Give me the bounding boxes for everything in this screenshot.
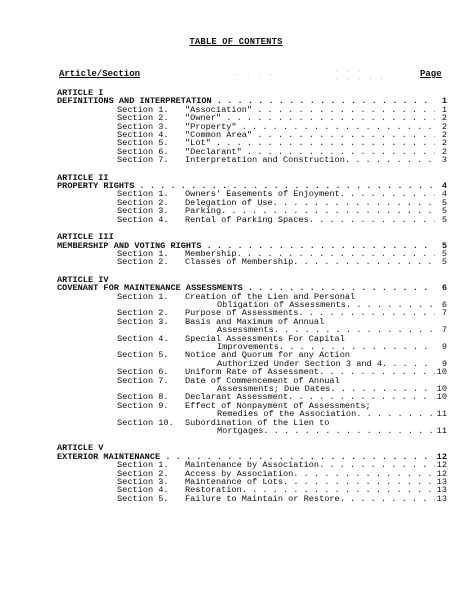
- section-title-continuation: Authorized Under Section 3 and 4. . . .: [217, 360, 435, 368]
- page-number: 2: [441, 146, 447, 157]
- section-number: Section 4.: [117, 214, 169, 225]
- page-number: 1: [441, 104, 447, 115]
- page-number: 11: [436, 409, 447, 420]
- section-number: Section 3.: [117, 121, 169, 132]
- section-title: Creation of the Lien and Personal: [185, 291, 356, 302]
- section-row: [57, 131, 447, 139]
- page-number: 6: [441, 299, 447, 310]
- section-title: Purpose of Assessments. . . .: [185, 309, 435, 317]
- section-row: [57, 250, 447, 258]
- page-number: 10: [436, 384, 447, 394]
- section-number: Section 5.: [117, 350, 169, 361]
- column-header-article-section: Article/Section: [59, 69, 141, 79]
- section-row: [57, 293, 447, 301]
- article-title: COVENANT FOR MAINTENANCE ASSESSMENTS . . .: [57, 284, 435, 292]
- section-number: Section 6.: [117, 146, 169, 157]
- section-number: Section 7.: [117, 375, 169, 386]
- section-row: [57, 402, 447, 410]
- page-number: 13: [436, 485, 447, 496]
- section-number: Section 9.: [117, 400, 169, 411]
- section-title: "Common Area" . . .: [185, 131, 435, 139]
- section-number: Section 4.: [117, 333, 169, 344]
- page-number: 9: [441, 341, 447, 352]
- section-title-continuation-row: [57, 360, 447, 368]
- page-number: 2: [441, 121, 447, 132]
- section-number: Section 1.: [117, 248, 169, 259]
- section-title: "Lot" . . .: [185, 139, 435, 147]
- article-heading: ARTICLE I: [57, 88, 104, 98]
- scan-speckle: · · · ·: [235, 72, 275, 79]
- section-title-continuation: Improvements. . . .: [217, 343, 435, 351]
- article-block: [57, 444, 447, 503]
- section-number: Section 1.: [117, 104, 169, 115]
- section-row: [57, 199, 447, 207]
- section-title-continuation: Mortgages. . . .: [217, 427, 435, 435]
- page-number: 5: [441, 257, 447, 268]
- page-number: 5: [441, 206, 447, 217]
- article-title-row: [57, 453, 447, 461]
- section-number: Section 3.: [117, 206, 169, 217]
- section-title: Parking. . . .: [185, 207, 435, 215]
- section-number: Section 7.: [117, 155, 169, 166]
- page-number: 10: [436, 392, 447, 403]
- section-number: Section 8.: [117, 392, 169, 403]
- section-title-continuation-row: [57, 301, 447, 309]
- section-title: Maintenance by Association. . . .: [185, 461, 435, 469]
- section-row: [57, 216, 447, 224]
- section-row: [57, 139, 447, 147]
- section-row: [57, 461, 447, 469]
- page-number: 5: [441, 197, 447, 208]
- section-title: "Association" . . .: [185, 106, 435, 114]
- article-title: EXTERIOR MAINTENANCE . . .: [57, 453, 435, 461]
- indent-spacer: [57, 427, 217, 435]
- section-title: "Property" . . .: [185, 123, 435, 131]
- section-title-continuation: Assessments; Due Dates. . . .: [217, 385, 435, 393]
- page-number: 13: [436, 493, 447, 504]
- page-number: 7: [441, 308, 447, 319]
- article-heading: ARTICLE V: [57, 443, 104, 454]
- section-row: [57, 470, 447, 478]
- section-title: Delegation of Use. . . .: [185, 199, 435, 207]
- section-row: [57, 123, 447, 131]
- article-title: DEFINITIONS AND INTERPRETATION . . .: [57, 97, 435, 105]
- page-number: 13: [436, 477, 447, 488]
- page-number: 10: [436, 367, 447, 378]
- article-title: MEMBERSHIP AND VOTING RIGHTS . . .: [57, 242, 435, 250]
- section-number: Section 2.: [117, 468, 169, 479]
- article-block: [57, 233, 447, 267]
- section-title-continuation-row: [57, 385, 447, 393]
- section-number: Section 4.: [117, 485, 169, 496]
- page-number: 2: [441, 113, 447, 124]
- section-title: Notice and Quorum for any Action: [185, 350, 351, 361]
- section-row: [57, 478, 447, 486]
- section-row: [57, 114, 447, 122]
- article-block: [57, 89, 447, 165]
- section-row: [57, 377, 447, 385]
- page-number: 12: [436, 460, 447, 471]
- page-number: 2: [441, 138, 447, 149]
- section-title: Owners' Easements of Enjoyment. . . .: [185, 190, 435, 198]
- page-number: 9: [441, 358, 447, 369]
- section-number: Section 2.: [117, 113, 169, 124]
- page-number: 4: [441, 189, 447, 200]
- article-title-row: [57, 97, 447, 105]
- section-row: [57, 419, 447, 427]
- section-row: [57, 148, 447, 156]
- page-number: 11: [436, 426, 447, 437]
- column-header-page: Page: [420, 69, 442, 79]
- article-block: [57, 276, 447, 436]
- section-title: Uniform Rate of Assessment. . . .: [185, 368, 435, 376]
- page-number: 1: [441, 96, 447, 107]
- section-number: Section 1.: [117, 189, 169, 200]
- section-number: Section 2.: [117, 308, 169, 319]
- section-title-continuation: Remedies of the Association. . . .: [217, 410, 435, 418]
- page-number: 4: [441, 181, 447, 192]
- section-title: Basis and Maximum of Annual: [185, 316, 325, 327]
- section-row: [57, 207, 447, 215]
- section-title: "Owner" . . .: [185, 114, 435, 122]
- section-title: Effect of Nonpayment of Assessments;: [185, 400, 371, 411]
- page-number: 3: [441, 155, 447, 166]
- page-number: 5: [441, 240, 447, 251]
- section-row: [57, 106, 447, 114]
- section-row: [57, 156, 447, 164]
- section-title: Special Assessments For Capital: [185, 333, 345, 344]
- article-block: [57, 174, 447, 224]
- section-title: Membership. . . .: [185, 250, 435, 258]
- section-row: [57, 258, 447, 266]
- page-number: 6: [441, 283, 447, 294]
- section-title: Classes of Membership. . . .: [185, 258, 435, 266]
- section-number: Section 2.: [117, 197, 169, 208]
- section-number: Section 2.: [117, 257, 169, 268]
- section-title-continuation-row: [57, 427, 447, 435]
- table-of-contents: [57, 89, 447, 512]
- section-number: Section 6.: [117, 367, 169, 378]
- section-number: Section 5.: [117, 493, 169, 504]
- page-number: 2: [441, 130, 447, 141]
- page-number: 7: [441, 325, 447, 336]
- section-title: Date of Commencement of Annual: [185, 375, 340, 386]
- section-row: [57, 495, 447, 503]
- section-title: Rental of Parking Spaces. . . .: [185, 216, 435, 224]
- page-number: 12: [436, 468, 447, 479]
- section-title: "Declarant" . . .: [185, 148, 435, 156]
- section-title: Restoration. . . .: [185, 486, 435, 494]
- section-title: Declarant Assessment. . . .: [185, 393, 435, 401]
- section-title-continuation: Assessments. . . .: [217, 326, 435, 334]
- section-row: [57, 335, 447, 343]
- section-number: Section 4.: [117, 130, 169, 141]
- article-heading: ARTICLE III: [57, 232, 114, 243]
- article-heading: ARTICLE II: [57, 172, 109, 183]
- section-row: [57, 318, 447, 326]
- section-title: Subordination of the Lien to: [185, 417, 330, 428]
- section-number: Section 5.: [117, 138, 169, 149]
- section-title: Access by Association. . . .: [185, 470, 435, 478]
- article-title-row: [57, 182, 447, 190]
- page-number: 12: [436, 451, 447, 462]
- section-row: [57, 486, 447, 494]
- article-title-row: [57, 242, 447, 250]
- section-number: Section 1.: [117, 460, 169, 471]
- section-number: Section 1.: [117, 291, 169, 302]
- section-title-continuation: Obligation of Assessments. . . .: [217, 301, 435, 309]
- scan-speckle: · · · · · · · ·: [335, 68, 386, 84]
- section-title: Maintenance of Lots. . . .: [185, 478, 435, 486]
- section-number: Section 10.: [117, 417, 174, 428]
- section-row: [57, 190, 447, 198]
- section-number: Section 3.: [117, 477, 169, 488]
- section-title: Failure to Maintain or Restore. . . .: [185, 495, 435, 503]
- article-heading: ARTICLE IV: [57, 274, 109, 285]
- document-title: TABLE OF CONTENTS: [189, 37, 283, 47]
- section-number: Section 3.: [117, 316, 169, 327]
- section-row: [57, 351, 447, 359]
- page-number: 5: [441, 214, 447, 225]
- section-title: Interpretation and Construction. . . .: [185, 156, 435, 164]
- page-number: 5: [441, 248, 447, 259]
- article-title: PROPERTY RIGHTS . . .: [57, 182, 435, 190]
